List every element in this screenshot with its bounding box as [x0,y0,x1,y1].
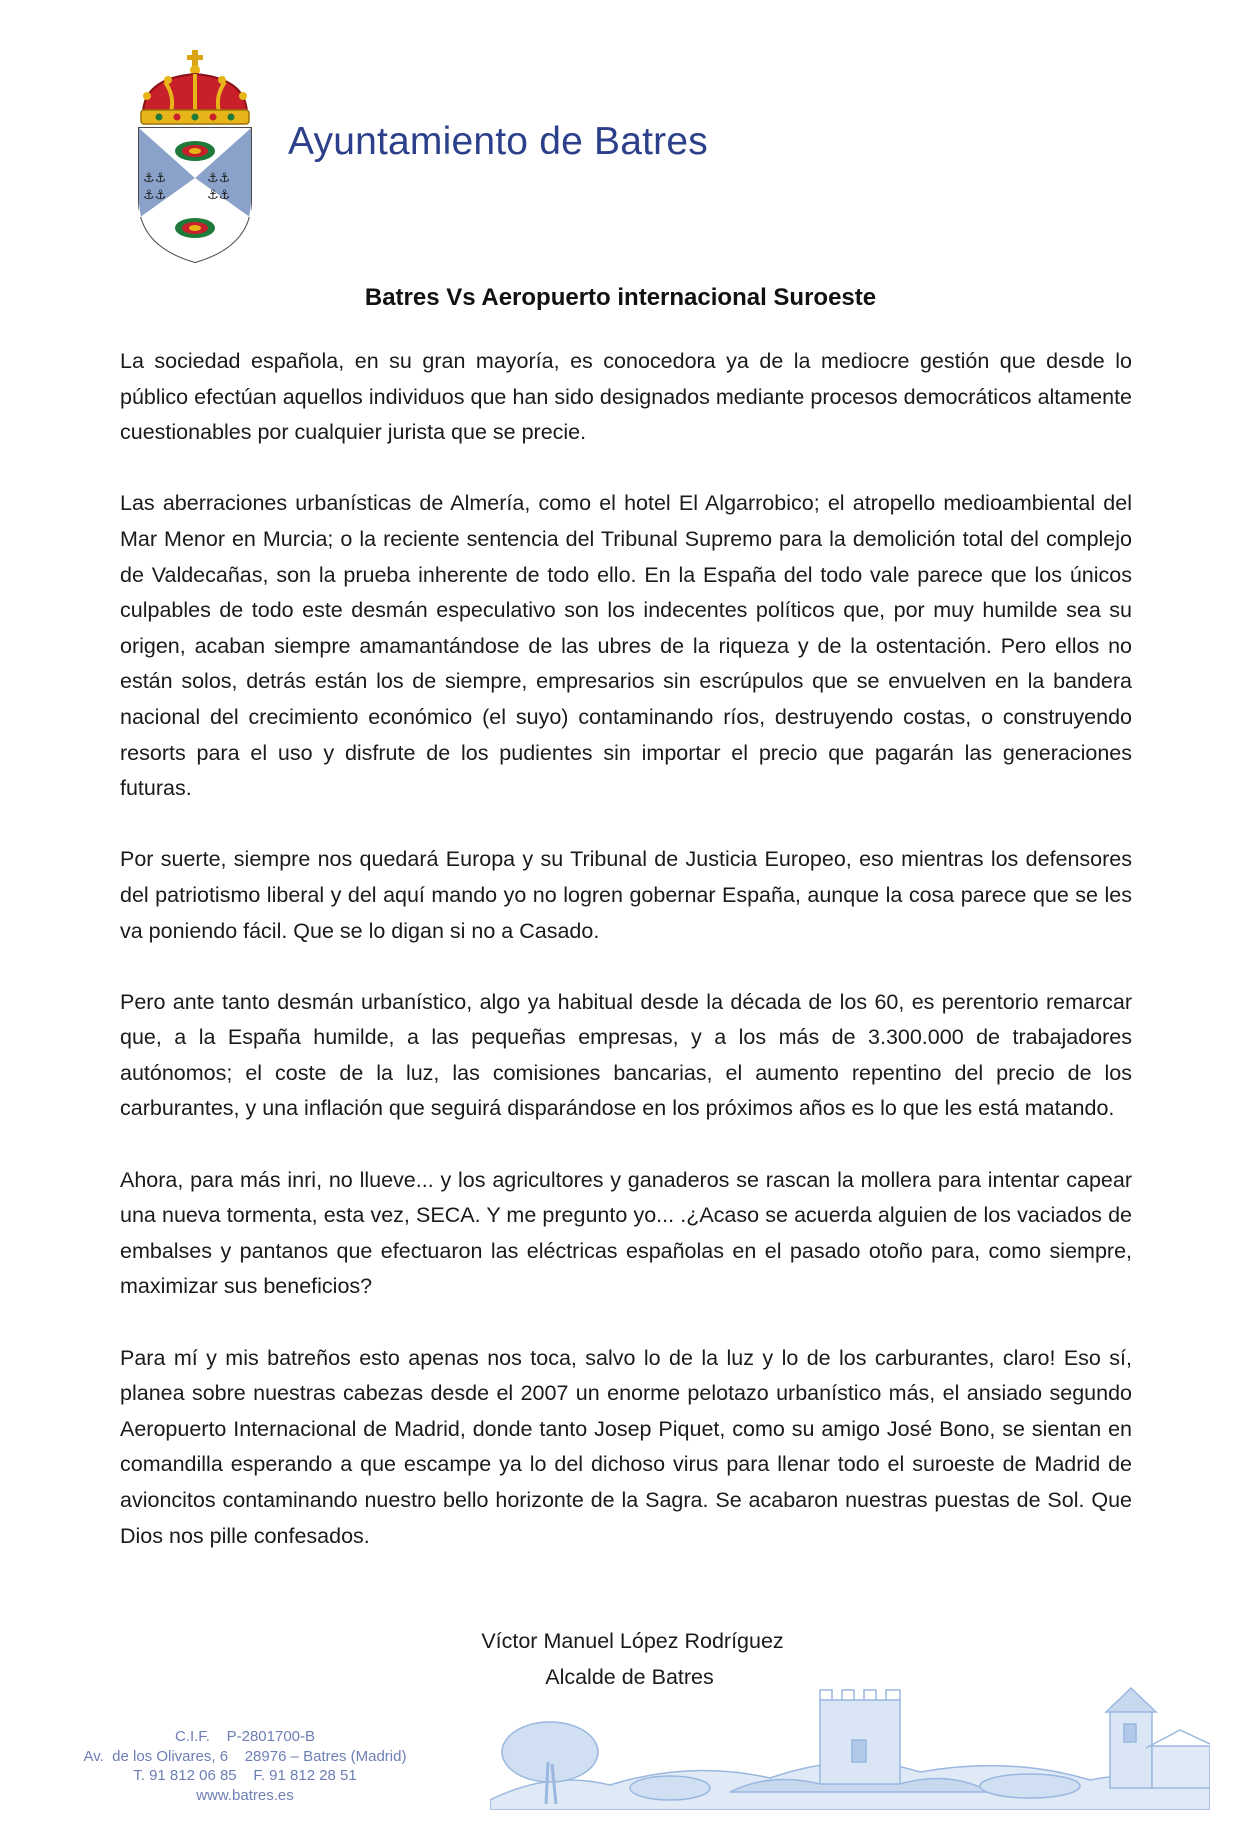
coat-of-arms-icon [135,50,255,265]
footer-address: Av. de los Olivares, 6 28976 – Batres (Madrid) [83,1747,407,1765]
organization-name: Ayuntamiento de Batres [288,120,708,163]
footer-website: www.batres.es [196,1786,294,1804]
landscape-illustration-icon [490,1680,1210,1810]
svg-text:⚓⚓: ⚓⚓ [207,171,231,186]
document-title: Batres Vs Aeropuerto internacional Suroeste [364,284,877,311]
letter-body [120,344,1132,1590]
svg-text:⚓⚓: ⚓⚓ [207,188,231,203]
signatory-title: Alcalde de Batres [545,1664,714,1689]
paragraph: Ahora, para más inri, no llueve... y los agricultores y ganaderos se rascan la mollera para intentar capear una nueva tormenta, esta vez, SECA. Y me pregunto yo... .¿Acaso se acuerda alguien de los vaciados de embalses y pantanos que efectuaron las eléctricas españolas en el pasado otoño para, como siempre, maximizar sus beneficios? [120,1167,1132,1299]
footer-phone-fax: T. 91 812 06 85 F. 91 812 28 51 [133,1767,357,1784]
paragraph: La sociedad española, en su gran mayoría, es conocedora ya de la mediocre gestión que desde lo público efectúan aquellos individuos que han sido designados mediante procesos democráticos altamente cuestionables por cualquier jurista que se precie. [120,349,1132,445]
paragraph: Por suerte, siempre nos quedará Europa y su Tribunal de Justicia Europeo, eso mientras los defensores del patriotismo liberal y del aquí mando yo no logren gobernar España, aunque la cosa parece que se les va poniendo fácil. Que se lo digan si no a Casado. [120,847,1132,943]
svg-text:⚓⚓: ⚓⚓ [143,188,167,203]
footer-cif: C.I.F. P-2801700-B [174,1728,316,1745]
paragraph: Pero ante tanto desmán urbanístico, algo ya habitual desde la década de los 60, es perentorio remarcar que, a la España humilde, a las pequeñas empresas, y a los más de 3.300.000 de trabajadores autónomos; el coste de la luz, las comisiones bancarias, el aumento repentino del precio de los carburantes, y una inflación que seguirá disparándose en los próximos años es lo que les está matando. [120,989,1132,1121]
svg-text:⚓⚓: ⚓⚓ [143,171,167,186]
signatory-name: Víctor Manuel López Rodríguez [481,1629,784,1653]
footer-contact [60,1727,430,1805]
paragraph: Las aberraciones urbanísticas de Almería, como el hotel El Algarrobico; el atropello medioambiental del Mar Menor en Murcia; o la reciente sentencia del Tribunal Supremo para la demolición total del complejo de Valdecañas, son la prueba inherente de todo ello. En la España del todo vale parece que los únicos culpables de todo este desmán especulativo son los indecentes políticos que, por muy humilde sea su origen, acaban siempre amamantándose de las ubres de la riqueza y de la ostentación. Pero ellos no están solos, detrás están los de siempre, empresarios sin escrúpulos que se envuelven en la bandera nacional del crecimiento económico (el suyo) contaminando ríos, destruyendo costas, o construyendo resorts para el uso y disfrute de los pudientes sin importar el precio que pagarán las generaciones futuras. [120,491,1132,801]
paragraph: Para mí y mis batreños esto apenas nos toca, salvo lo de la luz y lo de los carburantes, claro! Eso sí, planea sobre nuestras cabezas desde el 2007 un enorme pelotazo urbanístico más, el ansiado segundo Aeropuerto Internacional de Madrid, donde tanto Josep Piquet, como su amigo José Bono, se sientan en comandilla esperando a que escampe ya lo del dichoso virus para llenar todo el suroeste de Madrid de avioncitos contaminando nuestro bello horizonte de la Sagra. Se acabaron nuestras puestas de Sol. Que Dios nos pille confesados. [120,1345,1132,1548]
